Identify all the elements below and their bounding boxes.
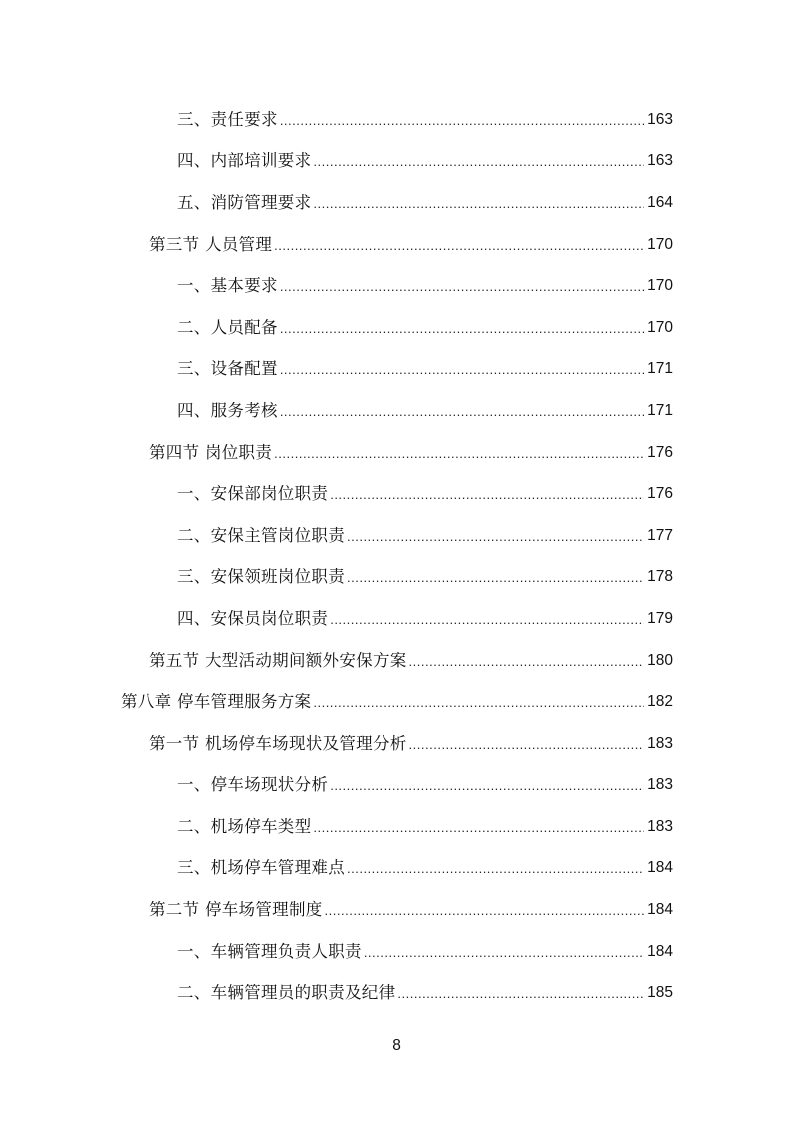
toc-dot-leader [347,568,644,588]
toc-entry-page: 182 [647,693,673,711]
toc-entry[interactable] [0,99,793,141]
toc-entry[interactable] [0,681,793,723]
toc-entry-page: 179 [647,609,673,627]
toc-entry-title: 四、安保员岗位职责 [177,608,329,628]
toc-entry[interactable] [0,806,793,848]
toc-entry-page: 184 [647,859,673,877]
toc-entry-title: 第二节 停车场管理制度 [149,900,323,920]
toc-dot-leader [280,402,644,422]
toc-entry-title: 第八章 停车管理服务方案 [121,692,312,712]
toc-entry-page: 177 [647,526,673,544]
toc-dot-leader [313,693,644,713]
toc-entry-page: 164 [647,193,673,211]
toc-dot-leader [280,360,644,380]
toc-entry-title: 一、停车场现状分析 [177,775,329,795]
toc-dot-leader [330,610,644,630]
toc-entry-title: 三、设备配置 [177,359,278,379]
toc-dot-leader [409,652,645,672]
toc-entry-title: 第五节 大型活动期间额外安保方案 [149,650,407,670]
toc-entry[interactable] [0,432,793,474]
toc-entry[interactable] [0,598,793,640]
toc-entry[interactable] [0,557,793,599]
toc-dot-leader [274,236,644,256]
toc-entry-page: 171 [647,401,673,419]
toc-dot-leader [280,277,644,297]
toc-entry-page: 184 [647,942,673,960]
toc-entry-title: 五、消防管理要求 [177,192,312,212]
toc-entry[interactable] [0,390,793,432]
toc-entry-page: 184 [647,901,673,919]
toc-entry[interactable] [0,723,793,765]
toc-dot-leader [330,485,644,505]
toc-entry-page: 185 [647,984,673,1002]
toc-dot-leader [347,859,644,879]
toc-dot-leader [280,111,644,131]
toc-entry-page: 163 [647,152,673,170]
toc-dot-leader [313,818,644,838]
toc-entry-page: 170 [647,235,673,253]
toc-entry[interactable] [0,931,793,973]
toc-entry-title: 四、服务考核 [177,400,278,420]
table-of-contents [0,99,793,1014]
toc-dot-leader [313,194,644,214]
toc-entry-title: 二、车辆管理员的职责及纪律 [177,983,396,1003]
toc-entry-title: 二、安保主管岗位职责 [177,525,345,545]
toc-entry[interactable] [0,765,793,807]
toc-entry[interactable] [0,307,793,349]
toc-dot-leader [409,735,645,755]
toc-entry-page: 183 [647,734,673,752]
toc-entry[interactable] [0,640,793,682]
toc-entry[interactable] [0,182,793,224]
toc-entry-title: 二、机场停车类型 [177,816,312,836]
toc-entry-title: 第四节 岗位职责 [149,442,273,462]
toc-entry[interactable] [0,889,793,931]
toc-dot-leader [313,152,644,172]
toc-entry-title: 二、人员配备 [177,317,278,337]
toc-entry-page: 171 [647,360,673,378]
toc-dot-leader [364,943,644,963]
toc-entry-title: 一、安保部岗位职责 [177,484,329,504]
toc-entry-title: 第一节 机场停车场现状及管理分析 [149,733,407,753]
toc-entry[interactable] [0,473,793,515]
toc-entry-title: 三、责任要求 [177,109,278,129]
toc-entry-title: 三、机场停车管理难点 [177,858,345,878]
toc-entry-page: 178 [647,568,673,586]
page-number: 8 [392,1037,401,1054]
toc-dot-leader [280,319,644,339]
toc-dot-leader [397,984,644,1004]
toc-entry[interactable] [0,515,793,557]
toc-entry-page: 183 [647,776,673,794]
toc-dot-leader [330,776,644,796]
toc-entry[interactable] [0,349,793,391]
toc-entry-page: 170 [647,318,673,336]
toc-entry-page: 176 [647,485,673,503]
toc-entry-page: 163 [647,110,673,128]
toc-entry[interactable] [0,141,793,183]
toc-dot-leader [274,444,644,464]
toc-entry-page: 170 [647,277,673,295]
toc-entry-page: 176 [647,443,673,461]
toc-entry-title: 一、基本要求 [177,276,278,296]
toc-entry[interactable] [0,224,793,266]
toc-entry-title: 一、车辆管理负责人职责 [177,941,362,961]
toc-dot-leader [325,901,645,921]
toc-entry-title: 三、安保领班岗位职责 [177,567,345,587]
toc-entry[interactable] [0,972,793,1014]
toc-entry-title: 第三节 人员管理 [149,234,273,254]
toc-entry-page: 180 [647,651,673,669]
toc-entry[interactable] [0,848,793,890]
toc-entry[interactable] [0,265,793,307]
toc-entry-title: 四、内部培训要求 [177,151,312,171]
toc-entry-page: 183 [647,817,673,835]
toc-dot-leader [347,527,644,547]
